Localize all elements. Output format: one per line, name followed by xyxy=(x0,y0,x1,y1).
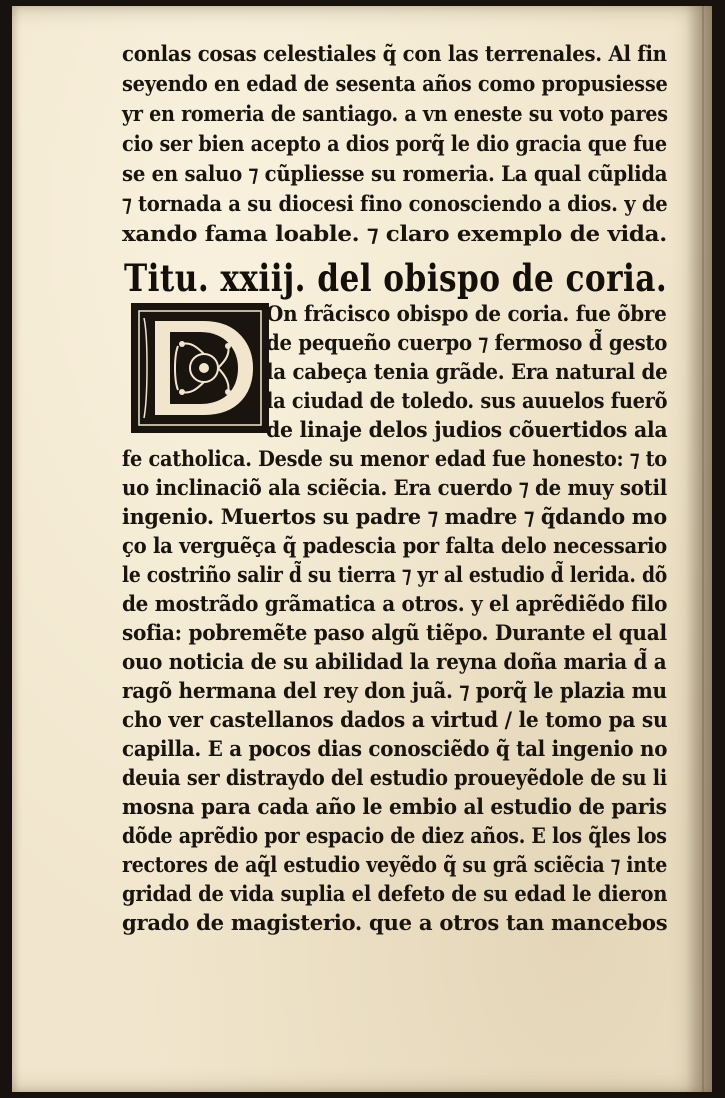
text-line: de pequeño cuerpo ⁊ fermoso d̃ gesto xyxy=(266,331,668,356)
page-fold-line xyxy=(702,6,704,1092)
text-line: de mostrãdo grãmatica a otros. y el aprẽdiẽdo filo xyxy=(122,592,668,617)
text-line: cho ver castellanos dados a virtud / le tomo pa su xyxy=(122,708,668,733)
text-line: ⁊ tornada a su diocesi fino conosciendo a dios. y de xyxy=(122,192,668,217)
decorated-initial xyxy=(131,303,269,433)
text-line: se en saluo ⁊ cũpliesse su romeria. La qual cũplida xyxy=(122,162,668,187)
text-line: xando fama loable. ⁊ claro exemplo de vida. xyxy=(122,222,667,247)
text-line: grado de magisterio. que a otros tan mancebos xyxy=(122,911,668,936)
text-line: yr en romeria de santiago. a vn eneste su voto pares xyxy=(122,102,668,127)
text-line: conlas cosas celestiales q̃ con las terrenales. Al fin xyxy=(122,42,667,67)
text-line: uo inclinaciõ ala sciẽcia. Era cuerdo ⁊ de muy sotil xyxy=(122,476,667,501)
text-line: ço la verguẽça q̃ padescia por falta delo necessario xyxy=(122,534,667,559)
text-line: la cabeça tenia grãde. Era natural de xyxy=(266,360,668,385)
page-edge-shadow xyxy=(686,6,712,1092)
text-line: capilla. E a pocos dias conosciẽdo q̃ tal ingenio no xyxy=(122,737,668,762)
text-line: rectores de aq̃l estudio veyẽdo q̃ su grã sciẽcia ⁊ inte xyxy=(122,853,668,878)
text-line: fe catholica. Desde su menor edad fue honesto: ⁊ to xyxy=(122,447,667,472)
chapter-heading: Titu. xxiij. del obispo de coria. xyxy=(124,256,668,300)
text-line: mosna para cada año le embio al estudio de paris xyxy=(122,795,667,820)
text-line: la ciudad de toledo. sus auuelos fuerõ xyxy=(266,389,668,414)
text-line: deuia ser distraydo del estudio proueyẽdole de su li xyxy=(122,766,667,791)
text-line: ingenio. Muertos su padre ⁊ madre ⁊ q̃dando mo xyxy=(122,505,667,530)
text-line: seyendo en edad de sesenta años como propusiesse xyxy=(122,72,668,97)
text-line: dõde aprẽdio por espacio de diez años. E los q̃les los xyxy=(122,824,667,849)
text-line: le costriño salir d̃ su tierra ⁊ yr al estudio d̃ lerida. dõ xyxy=(122,563,668,588)
book-page xyxy=(12,6,712,1092)
text-line: sofia: pobremẽte paso algũ tiẽpo. Durante el qual xyxy=(122,621,667,646)
text-line: gridad de vida suplia el defeto de su edad le dieron xyxy=(122,882,668,907)
text-line: ouo noticia de su abilidad la reyna doña maria d̃ a xyxy=(122,650,667,675)
text-line: de linaje delos judios cõuertidos ala xyxy=(266,418,668,443)
text-line: On frãcisco obispo de coria. fue õbre xyxy=(266,302,667,327)
text-line: ragõ hermana del rey don juã. ⁊ porq̃ le plazia mu xyxy=(122,679,667,704)
text-line: cio ser bien acepto a dios porq̃ le dio gracia que fue xyxy=(122,132,667,157)
